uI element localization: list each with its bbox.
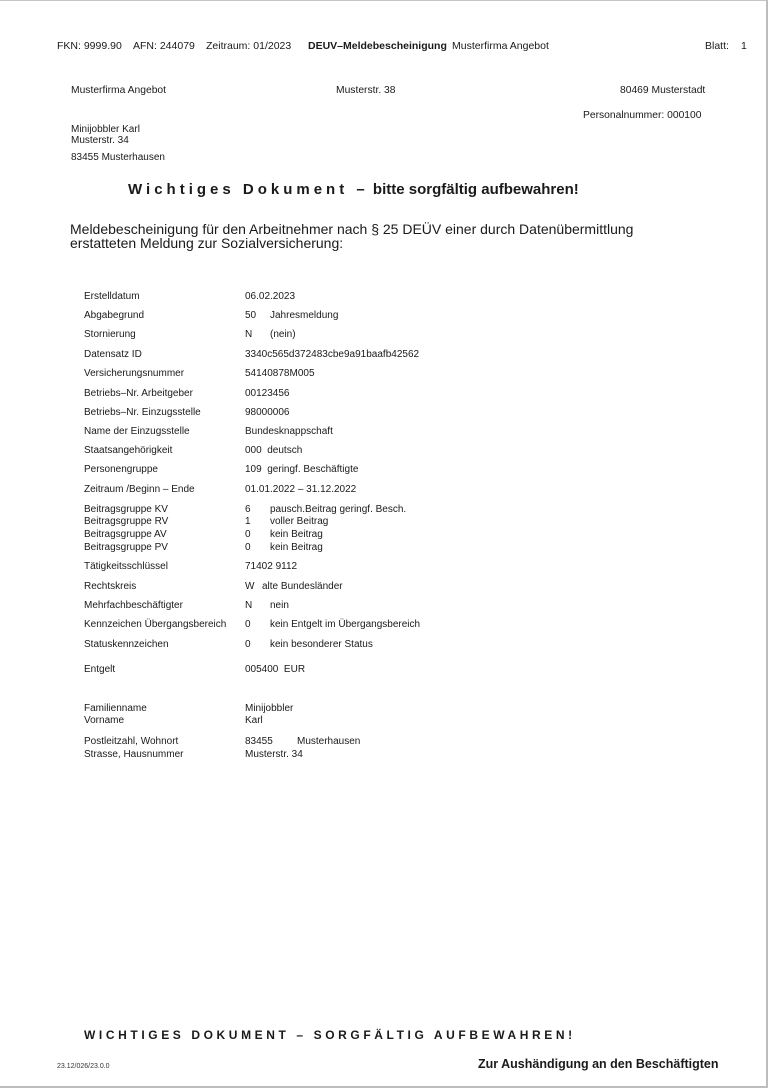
field-label: Datensatz ID [84,349,142,360]
footer-version: 23.12/026/23.0.0 [57,1063,110,1070]
field-label: Kennzeichen Übergangsbereich [84,619,227,630]
field-label: Betriebs–Nr. Arbeitgeber [84,388,193,399]
important-document-notice [128,181,579,198]
field-code: 0 [245,619,251,630]
field-label: Versicherungsnummer [84,368,185,379]
footer-warning: WICHTIGES DOKUMENT – SORGFÄLTIG AUFBEWAHREN! [84,1028,576,1042]
header-zeitraum: Zeitraum: 01/2023 [206,40,292,52]
field-label: Statuskennzeichen [84,639,169,650]
notice-rest: bitte sorgfältig aufbewahren! [368,181,579,198]
employee-street: Musterstr. 34 [71,135,129,146]
header-fkn: FKN: 9999.90 [57,40,122,52]
field-label: Familienname [84,703,147,714]
field-label: Vorname [84,715,125,726]
field-label: Stornierung [84,329,136,340]
field-label: Tätigkeitsschlüssel [84,561,168,572]
field-label: Betriebs–Nr. Einzugsstelle [84,407,201,418]
field-value: Minijobbler [245,703,294,714]
field-code: N [245,600,253,611]
header-doc-type: DEUV–Meldebescheinigung [308,40,447,52]
field-text: voller Beitrag [270,516,329,527]
field-label: Entgelt [84,664,116,675]
field-label: Mehrfachbeschäftigter [84,600,183,611]
field-text: kein Entgelt im Übergangsbereich [270,619,421,630]
field-label: Name der Einzugsstelle [84,426,190,437]
field-code: N [245,329,253,340]
header-blatt-label: Blatt: [705,40,729,52]
intro-line-2: erstatteten Meldung zur Sozialversicherung: [70,235,344,251]
intro-line-1: Meldebescheinigung für den Arbeitnehmer nach § 25 DEÜV einer durch Datenübermittlung [70,221,634,237]
field-text: pausch.Beitrag geringf. Besch. [270,504,407,515]
field-label: Postleitzahl, Wohnort [84,736,179,747]
field-text: alte Bundesländer [262,581,343,592]
employer-city: 80469 Musterstadt [620,85,706,96]
field-label: Staatsangehörigkeit [84,445,173,456]
field-text: kein Beitrag [270,542,323,553]
employer-name: Musterfirma Angebot [71,85,167,96]
field-label: Personengruppe [84,464,158,475]
field-text: kein besonderer Status [270,639,373,650]
field-label: Abgabegrund [84,310,145,321]
field-code: 6 [245,504,251,515]
employee-city: 83455 Musterhausen [71,152,165,163]
header-blatt-value: 1 [741,40,747,52]
employer-street: Musterstr. 38 [336,85,396,96]
field-value: Bundesknappschaft [245,426,333,437]
field-text: Jahresmeldung [270,310,339,321]
notice-spaced: Wichtiges Dokument – [128,181,369,198]
field-value: 01.01.2022 – 31.12.2022 [245,484,357,495]
footer-handout-note: Zur Aushändigung an den Beschäftigten [478,1057,719,1071]
field-code: W [245,581,255,592]
field-code: 0 [245,542,251,553]
field-value: 000 deutsch [245,445,303,456]
field-text: nein [270,600,289,611]
field-value: 71402 9112 [245,561,298,572]
header-company: Musterfirma Angebot [452,40,549,52]
field-label: Beitragsgruppe KV [84,504,168,515]
header-afn: AFN: 244079 [133,40,195,52]
field-value: 83455 [245,736,273,747]
field-code: 1 [245,516,251,527]
field-code: 0 [245,639,251,650]
field-value: 98000006 [245,407,290,418]
employee-name: Minijobbler Karl [71,124,140,135]
field-label: Beitragsgruppe PV [84,542,168,553]
field-value: Karl [245,715,263,726]
field-value: 06.02.2023 [245,291,296,302]
field-value: 005400 EUR [245,664,306,675]
field-label: Rechtskreis [84,581,137,592]
field-label: Beitragsgruppe AV [84,529,167,540]
field-label: Zeitraum /Beginn – Ende [84,484,195,495]
field-code: 0 [245,529,251,540]
field-label: Erstelldatum [84,291,140,302]
field-text: Musterhausen [297,736,361,747]
field-label: Beitragsgruppe RV [84,516,169,527]
field-value: Musterstr. 34 [245,749,303,760]
field-value: 3340c565d372483cbe9a91baafb42562 [245,349,420,360]
intro-text [70,222,633,250]
field-code: 50 [245,310,257,321]
field-value: 00123456 [245,388,290,399]
employee-address [71,124,165,163]
personalnummer: Personalnummer: 000100 [583,110,702,121]
field-value: 109 geringf. Beschäftigte [245,464,359,475]
field-value: 54140878M005 [245,368,315,379]
field-text: (nein) [270,329,296,340]
field-label: Strasse, Hausnummer [84,749,184,760]
field-text: kein Beitrag [270,529,323,540]
